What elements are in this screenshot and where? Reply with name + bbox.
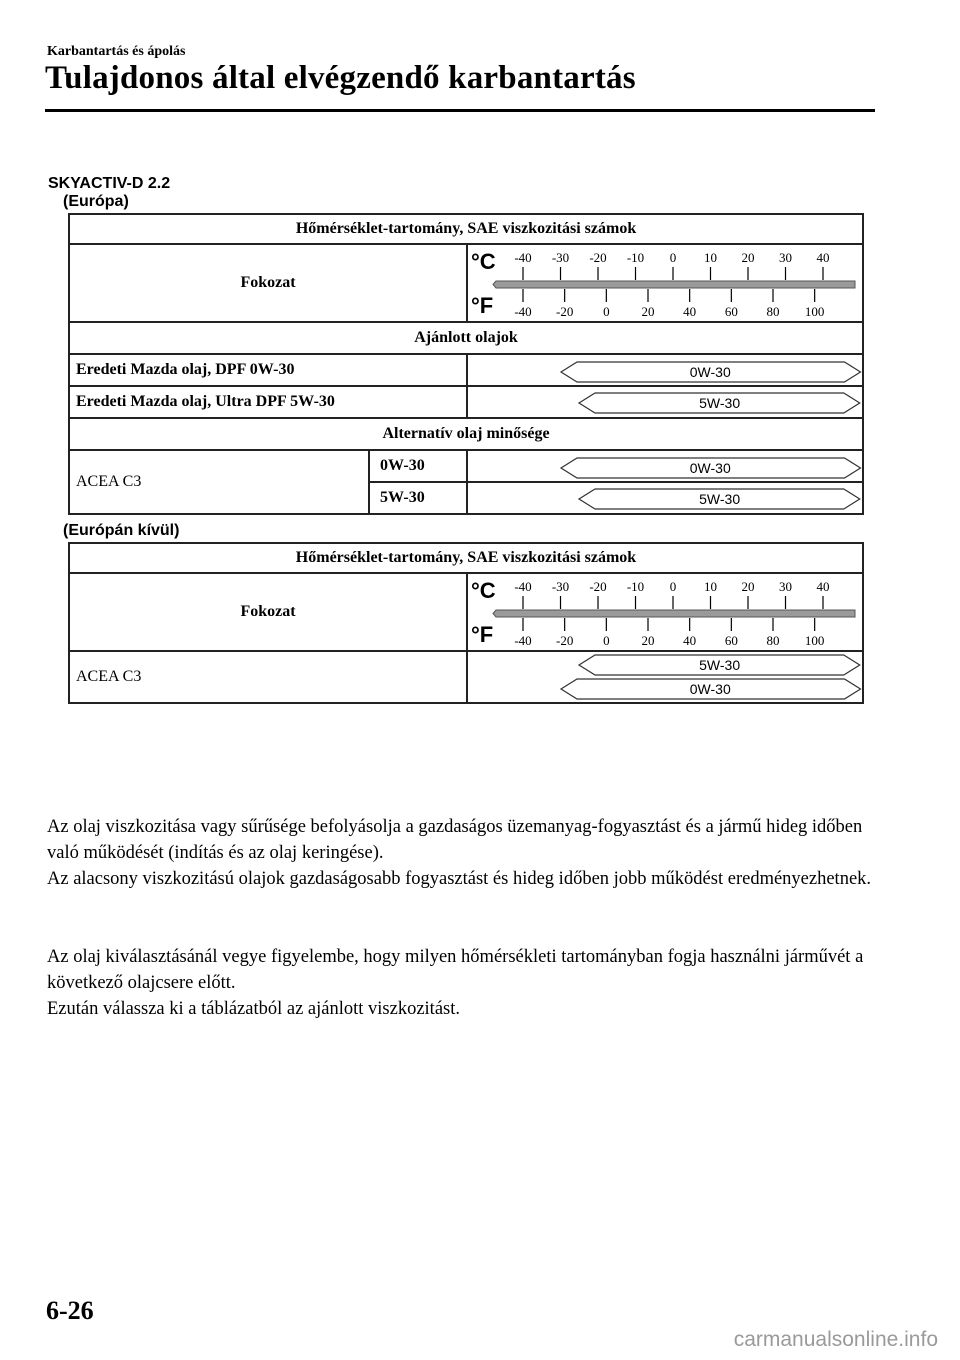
- celsius-tick-label: 30: [779, 579, 792, 594]
- celsius-tick-label: 40: [816, 250, 830, 265]
- viscosity-range-bar: [579, 654, 860, 676]
- temperature-scale: [467, 573, 863, 651]
- recommended-oil-label: Eredeti Mazda olaj, DPF 0W-30: [69, 354, 467, 386]
- scale-bar: [493, 610, 855, 617]
- body-paragraph: Az olaj viszkozitása vagy sűrűsége befolyásolja a gazdaságos üzemanyag-fogyasztást és a jármű hideg időben való működését (indítás és az olaj keringése).: [47, 817, 863, 863]
- celsius-tick-label: -10: [626, 579, 645, 594]
- celsius-symbol: °C: [471, 578, 496, 603]
- fahrenheit-symbol: °F: [471, 622, 494, 647]
- body-paragraph: Ezután válassza ki a táblázatból az ajánlott viszkozitást.: [47, 999, 460, 1019]
- fahrenheit-tick-label: 80: [766, 633, 780, 648]
- viscosity-grade-text: 0W-30: [689, 460, 731, 476]
- celsius-tick-label: -10: [626, 250, 645, 265]
- fahrenheit-tick-label: 80: [766, 304, 780, 319]
- table-header: Hőmérséklet-tartomány, SAE viszkozitási számok: [69, 543, 863, 573]
- fahrenheit-tick-label: -40: [514, 633, 532, 648]
- alt-grade-label: 5W-30: [369, 482, 467, 514]
- celsius-tick-label: 20: [741, 579, 755, 594]
- region-europe-label: (Európa): [63, 193, 129, 210]
- recommended-oil-label: Eredeti Mazda olaj, Ultra DPF 5W-30: [69, 386, 467, 418]
- engine-label: SKYACTIV-D 2.2: [48, 175, 171, 192]
- celsius-tick-label: 20: [741, 250, 755, 265]
- fahrenheit-tick-label: -40: [514, 304, 532, 319]
- alt-grade-label: 0W-30: [369, 450, 467, 482]
- europe-oil-table: [68, 213, 864, 515]
- page-title: Tulajdonos által elvégzendő karbantartás: [45, 60, 636, 96]
- fahrenheit-tick-label: 100: [804, 304, 825, 319]
- fahrenheit-tick-label: 60: [724, 633, 738, 648]
- viscosity-range-bar: [579, 488, 860, 510]
- fahrenheit-tick-label: 60: [724, 304, 738, 319]
- viscosity-grade-text: 5W-30: [699, 395, 741, 411]
- alt-spec-label: ACEA C3: [69, 450, 369, 514]
- fahrenheit-tick-label: -20: [555, 304, 574, 319]
- celsius-tick-label: 10: [704, 579, 717, 594]
- viscosity-grade-text: 0W-30: [689, 681, 731, 697]
- page-number: 6-26: [46, 1296, 94, 1325]
- title-rule: [45, 109, 875, 112]
- celsius-tick-label: 30: [779, 250, 792, 265]
- grade-label: Fokozat: [69, 573, 467, 651]
- body-paragraph: Az olaj kiválasztásánál vegye figyelembe, hogy milyen hőmérsékleti tartományban fogja használni járművét a következő olajcsere előtt.: [47, 947, 864, 993]
- celsius-tick-label: -20: [589, 579, 607, 594]
- viscosity-grade-text: 5W-30: [699, 657, 741, 673]
- section-name: Karbantartás és ápolás: [47, 44, 186, 59]
- fahrenheit-tick-label: 40: [683, 633, 697, 648]
- celsius-tick-label: -30: [551, 250, 570, 265]
- celsius-tick-label: -20: [589, 250, 607, 265]
- temperature-scale: [467, 244, 863, 322]
- alt-oil-range: [467, 450, 863, 482]
- body-paragraph: Az alacsony viszkozitású olajok gazdaságosabb fogyasztást és hideg időben jobb működést eredményezhetnek.: [47, 869, 872, 889]
- recommended-heading: Ajánlott olajok: [69, 322, 863, 354]
- viscosity-range-bar: [561, 678, 861, 700]
- region-outside-label: (Európán kívül): [63, 522, 180, 539]
- viscosity-range-bar: [561, 457, 861, 479]
- grade-label: Fokozat: [69, 244, 467, 322]
- fahrenheit-symbol: °F: [471, 293, 494, 318]
- outside-spec-label: ACEA C3: [69, 651, 467, 703]
- celsius-tick-label: 40: [816, 579, 830, 594]
- outside-oil-ranges: [467, 651, 863, 703]
- viscosity-grade-text: 0W-30: [689, 364, 731, 380]
- fahrenheit-tick-label: 40: [683, 304, 697, 319]
- celsius-tick-label: -40: [514, 250, 532, 265]
- fahrenheit-tick-label: -20: [555, 633, 574, 648]
- celsius-tick-label: -30: [551, 579, 570, 594]
- celsius-symbol: °C: [471, 249, 496, 274]
- celsius-tick-label: 10: [704, 250, 717, 265]
- alt-oil-range: [467, 482, 863, 514]
- viscosity-range-bar: [561, 361, 861, 383]
- fahrenheit-tick-label: 20: [641, 633, 655, 648]
- alternative-heading: Alternatív olaj minősége: [69, 418, 863, 450]
- viscosity-grade-text: 5W-30: [699, 491, 741, 507]
- scale-bar: [493, 281, 855, 288]
- viscosity-range-bar: [579, 392, 860, 414]
- fahrenheit-tick-label: 0: [603, 304, 610, 319]
- fahrenheit-tick-label: 0: [603, 633, 610, 648]
- celsius-tick-label: -40: [514, 579, 532, 594]
- celsius-tick-label: 0: [669, 250, 677, 265]
- fahrenheit-tick-label: 20: [641, 304, 655, 319]
- fahrenheit-tick-label: 100: [804, 633, 825, 648]
- celsius-tick-label: 0: [669, 579, 677, 594]
- recommended-oil-range: [467, 386, 863, 418]
- outside-oil-table: [68, 542, 864, 704]
- watermark: carmanualsonline.info: [733, 1328, 938, 1351]
- table-header: Hőmérséklet-tartomány, SAE viszkozitási számok: [69, 214, 863, 244]
- recommended-oil-range: [467, 354, 863, 386]
